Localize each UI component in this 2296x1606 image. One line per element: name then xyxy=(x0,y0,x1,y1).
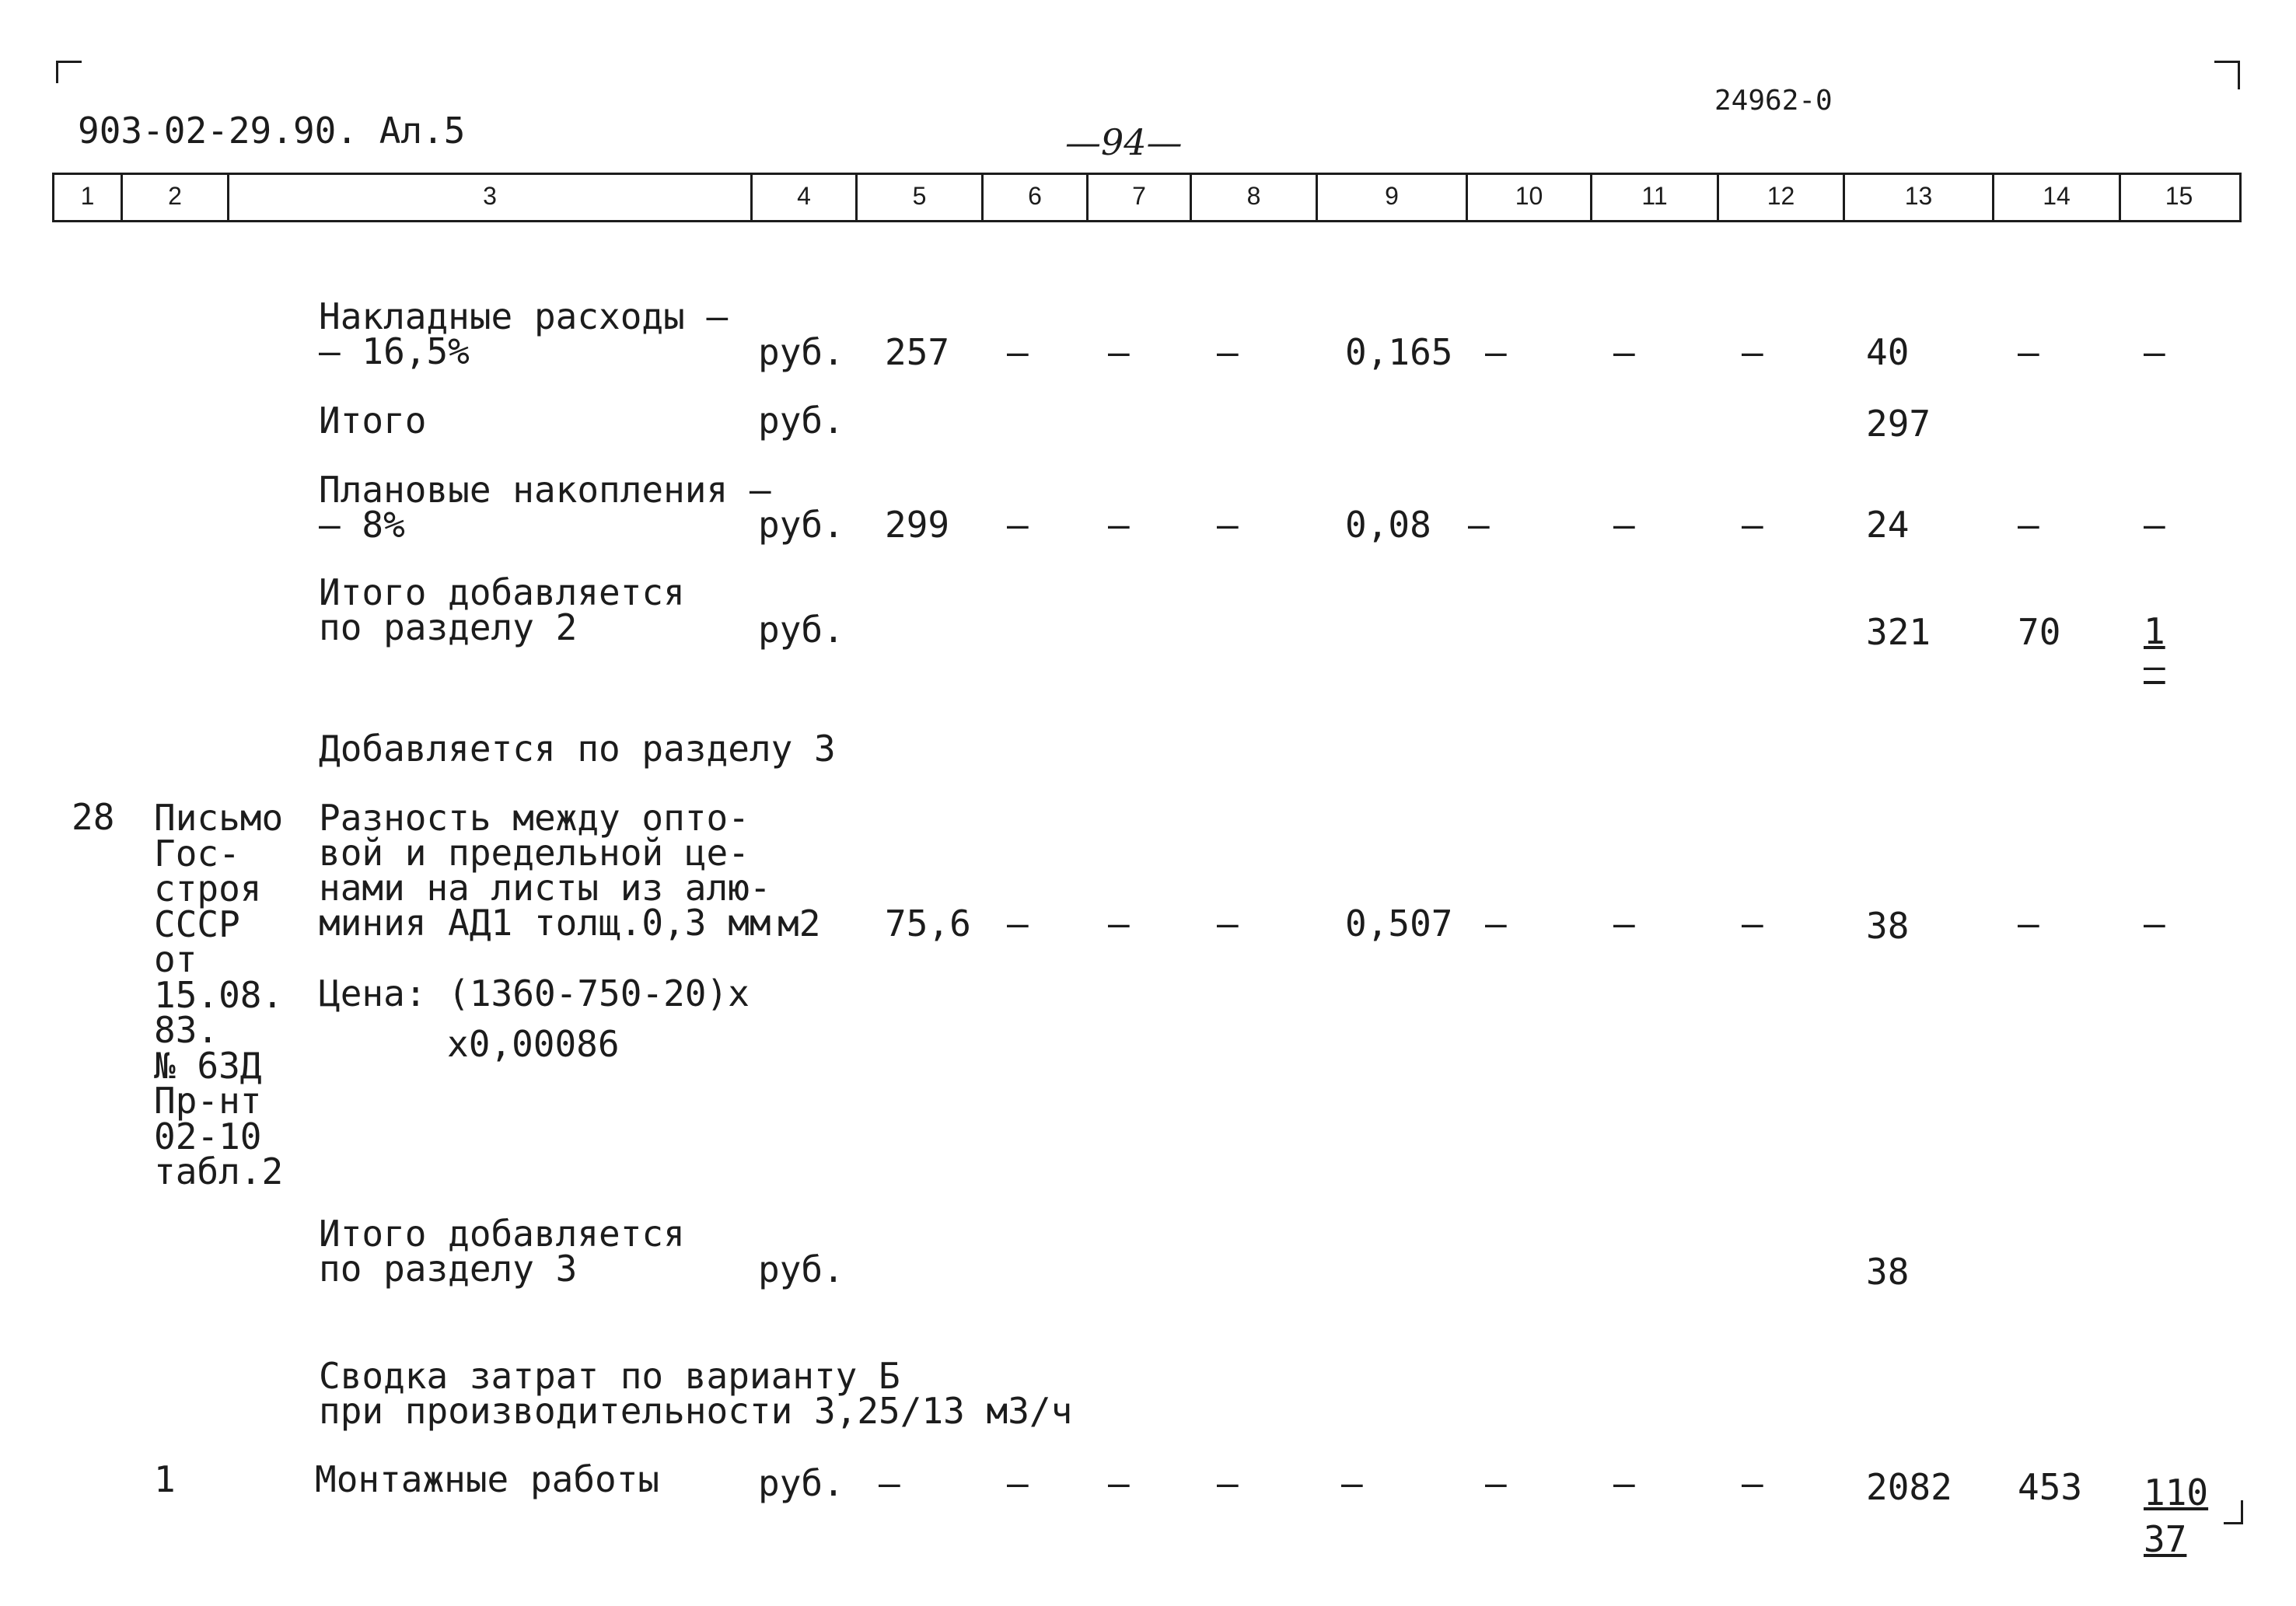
row-col5: 257 xyxy=(885,331,950,373)
row-unit: руб. xyxy=(758,504,844,546)
row-description: Итого добавляется по разделу 2 xyxy=(319,571,685,648)
row-col13: 24 xyxy=(1866,504,1910,546)
row-col8: – xyxy=(1217,1462,1239,1504)
col-header-7: 7 xyxy=(1132,182,1146,210)
col-header-6: 6 xyxy=(1028,182,1042,210)
row-col13: 297 xyxy=(1866,403,1931,445)
page-number: —94— xyxy=(1065,121,1183,163)
col-header-12: 12 xyxy=(1767,182,1795,210)
row-col13: 321 xyxy=(1866,611,1931,653)
col-header-8: 8 xyxy=(1246,182,1261,210)
item-col13: 38 xyxy=(1866,905,1910,947)
row-number: 1 xyxy=(154,1458,176,1500)
item-source: Письмо Гос- строя СССР от 15.08. 83. № 63Д Пр-нт 02-10 табл.2 xyxy=(154,797,284,1192)
col-header-1: 1 xyxy=(80,182,95,210)
section-heading: Добавляется по разделу 3 xyxy=(319,728,836,770)
row-col7: – xyxy=(1108,331,1130,373)
row-col15: 1 – xyxy=(2144,610,2165,687)
col-header-15: 15 xyxy=(2165,182,2193,210)
row-col15: – xyxy=(2144,504,2165,546)
item-description: Разность между опто- вой и предельной це- нами на листы из алю- миния АД1 толщ.0,3 мм xyxy=(319,797,771,944)
row-col11: – xyxy=(1613,331,1635,373)
row-col8: – xyxy=(1217,331,1239,373)
item-number: 28 xyxy=(72,796,115,838)
item-col11: – xyxy=(1613,903,1635,944)
col-header-2: 2 xyxy=(168,182,182,210)
row-col6: – xyxy=(1007,331,1029,373)
col-header-10: 10 xyxy=(1515,182,1543,210)
row-unit: руб. xyxy=(758,331,844,373)
price-formula: Цена: (1360-750-20)х xyxy=(319,972,750,1014)
row-col10: – xyxy=(1485,331,1507,373)
col-header-3: 3 xyxy=(483,182,497,210)
row-col13: 2082 xyxy=(1866,1466,1952,1508)
row-col13: 38 xyxy=(1866,1251,1910,1293)
row-col15: 110 37 xyxy=(2144,1472,2209,1560)
item-col12: – xyxy=(1742,903,1763,944)
row-col14: 70 xyxy=(2018,611,2061,653)
row-description: Плановые накопления – – 8% xyxy=(319,469,771,546)
row-col10: – xyxy=(1485,1462,1507,1504)
row-unit: руб. xyxy=(758,400,844,442)
row-unit: руб. xyxy=(758,609,844,651)
row-col6: – xyxy=(1007,1462,1029,1504)
row-col12: – xyxy=(1742,504,1763,546)
row-col7: – xyxy=(1108,1462,1130,1504)
row-col15: – xyxy=(2144,331,2165,373)
row-col7: – xyxy=(1108,504,1130,546)
corner-mark-top-left xyxy=(56,61,82,83)
corner-mark-top-right xyxy=(2214,61,2240,89)
col-header-4: 4 xyxy=(797,182,811,210)
row-unit: руб. xyxy=(758,1248,844,1290)
item-col6: – xyxy=(1007,903,1029,944)
col-header-9: 9 xyxy=(1385,182,1399,210)
item-unit: м2 xyxy=(778,903,821,944)
row-col14: – xyxy=(2018,331,2039,373)
item-col7: – xyxy=(1108,903,1130,944)
price-formula-continued: х0,00086 xyxy=(447,1023,620,1065)
item-col9: 0,507 xyxy=(1345,903,1453,944)
col-header-11: 11 xyxy=(1641,182,1668,210)
col-header-14: 14 xyxy=(2043,182,2071,210)
row-col5: 299 xyxy=(885,504,950,546)
row-col12: – xyxy=(1742,1462,1763,1504)
row-col8: – xyxy=(1217,504,1239,546)
row-description: Итого xyxy=(319,400,427,442)
row-col9: – xyxy=(1341,1462,1363,1504)
item-col15: – xyxy=(2144,903,2165,944)
item-col14: – xyxy=(2018,903,2039,944)
col-header-13: 13 xyxy=(1904,182,1933,210)
document-code: 903-02-29.90. Ал.5 xyxy=(78,110,466,152)
row-col6: – xyxy=(1007,504,1029,546)
row-col14: 453 xyxy=(2018,1466,2083,1508)
row-description: Итого добавляется по разделу 3 xyxy=(319,1213,685,1290)
row-col11: – xyxy=(1613,504,1635,546)
row-col11: – xyxy=(1613,1462,1635,1504)
archive-stamp: 24962-0 xyxy=(1714,85,1833,117)
summary-heading: Сводка затрат по варианту Б при производительности 3,25/13 м3/ч xyxy=(319,1355,1073,1432)
row-unit: руб. xyxy=(758,1462,844,1504)
col-header-5: 5 xyxy=(912,182,927,210)
row-col10: – xyxy=(1468,504,1490,546)
item-col8: – xyxy=(1217,903,1239,944)
row-col9: 0,165 xyxy=(1345,331,1453,373)
row-col13: 40 xyxy=(1866,331,1910,373)
item-col5: 75,6 xyxy=(885,903,971,944)
item-col10: – xyxy=(1485,903,1507,944)
corner-mark-bottom-right xyxy=(2224,1500,2243,1524)
row-col12: – xyxy=(1742,331,1763,373)
row-col5: – xyxy=(879,1462,900,1504)
row-description: Монтажные работы xyxy=(315,1458,660,1500)
row-col9: 0,08 xyxy=(1345,504,1431,546)
row-col14: – xyxy=(2018,504,2039,546)
row-description: Накладные расходы – – 16,5% xyxy=(319,295,729,372)
